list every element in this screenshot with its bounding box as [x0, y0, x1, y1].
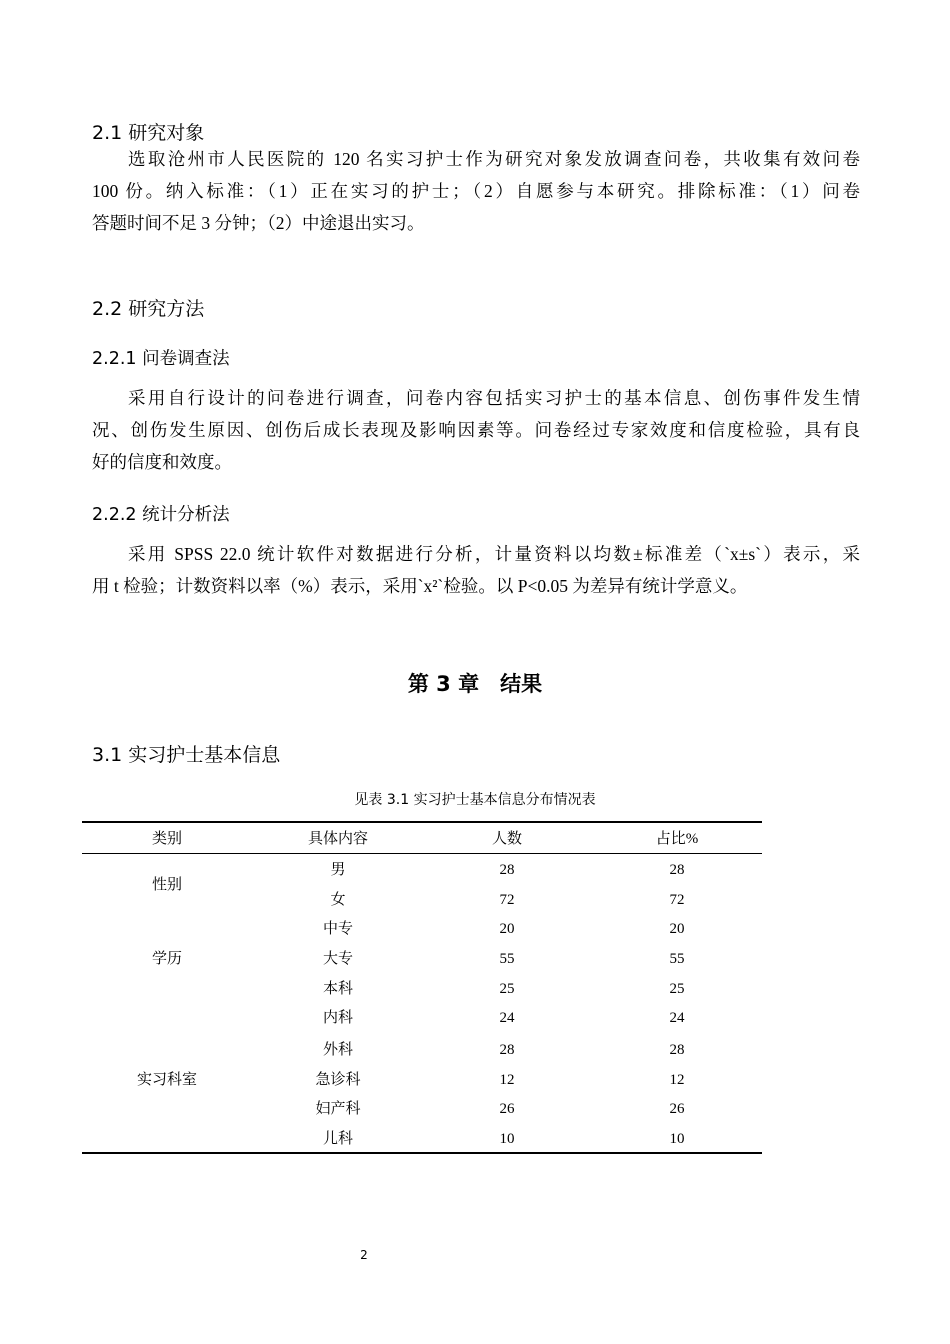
group-label: 性别	[151, 877, 182, 893]
paragraph-2-2-2	[92, 538, 860, 602]
heading-2-1: 2.1 研究对象	[92, 122, 205, 144]
column-header: 人数	[491, 831, 522, 847]
table-bottom-rule	[82, 1152, 762, 1154]
heading-2-2-2: 2.2.2 统计分析法	[92, 505, 230, 525]
percent-cell: 55	[669, 951, 685, 967]
item-cell: 中专	[322, 921, 353, 937]
percent-cell: 72	[669, 892, 685, 908]
heading-3-1: 3.1 实习护士基本信息	[92, 744, 281, 766]
count-cell: 24	[499, 1010, 515, 1026]
count-cell: 28	[499, 1042, 515, 1058]
paragraph-2-2-1	[92, 382, 860, 478]
group-label: 学历	[151, 951, 182, 967]
column-header: 占比%	[655, 831, 699, 847]
count-cell: 20	[499, 921, 515, 937]
text-line: 况、创伤发生原因、创伤后成长表现及影响因素等。问卷经过专家效度和信度检验，具有良	[92, 420, 860, 440]
item-cell: 女	[330, 892, 346, 908]
text-line: 采用自行设计的问卷进行调查，问卷内容包括实习护士的基本信息、创伤事件发生情	[128, 388, 860, 408]
table-header-rule	[82, 853, 762, 854]
item-cell: 急诊科	[315, 1072, 361, 1088]
page-number: 2	[360, 1248, 368, 1262]
percent-cell: 24	[669, 1010, 685, 1026]
chapter-title: 第 3 章 结果	[407, 672, 543, 696]
count-cell: 12	[499, 1072, 515, 1088]
table-top-rule	[82, 821, 762, 823]
item-cell: 妇产科	[315, 1101, 361, 1117]
paragraph-2-1	[92, 143, 860, 239]
percent-cell: 25	[669, 981, 685, 997]
percent-cell: 10	[669, 1131, 685, 1147]
text-line: 好的信度和效度。	[92, 452, 232, 472]
count-cell: 72	[499, 892, 515, 908]
column-header: 类别	[151, 831, 182, 847]
count-cell: 55	[499, 951, 515, 967]
heading-2-2-1: 2.2.1 问卷调查法	[92, 349, 230, 369]
count-cell: 26	[499, 1101, 515, 1117]
item-cell: 儿科	[322, 1131, 353, 1147]
heading-2-2: 2.2 研究方法	[92, 298, 205, 320]
percent-cell: 26	[669, 1101, 685, 1117]
text-line: 采用 SPSS 22.0 统计软件对数据进行分析，计量资料以均数±标准差（`x±s`）表示，采	[128, 544, 860, 564]
percent-cell: 20	[669, 921, 685, 937]
count-cell: 28	[499, 862, 515, 878]
text-line: 答题时间不足 3 分钟；（2）中途退出实习。	[92, 213, 425, 233]
item-cell: 男	[330, 862, 346, 878]
percent-cell: 28	[669, 862, 685, 878]
count-cell: 10	[499, 1131, 515, 1147]
count-cell: 25	[499, 981, 515, 997]
percent-cell: 12	[669, 1072, 685, 1088]
table-caption: 见表 3.1 实习护士基本信息分布情况表	[354, 792, 596, 808]
column-header: 具体内容	[307, 831, 368, 847]
text-line: 用 t 检验；计数资料以率（%）表示，采用`x²`检验。以 P<0.05 为差异有统计学意义。	[92, 576, 748, 596]
item-cell: 本科	[322, 981, 353, 997]
item-cell: 内科	[322, 1010, 353, 1026]
text-line: 选取沧州市人民医院的 120 名实习护士作为研究对象发放调查问卷，共收集有效问卷	[128, 149, 860, 169]
item-cell: 外科	[322, 1042, 353, 1058]
text-line: 100 份。纳入标准：（1）正在实习的护士；（2）自愿参与本研究。排除标准：（1）问卷	[92, 181, 860, 201]
item-cell: 大专	[322, 951, 353, 967]
group-label: 实习科室	[136, 1072, 197, 1088]
percent-cell: 28	[669, 1042, 685, 1058]
